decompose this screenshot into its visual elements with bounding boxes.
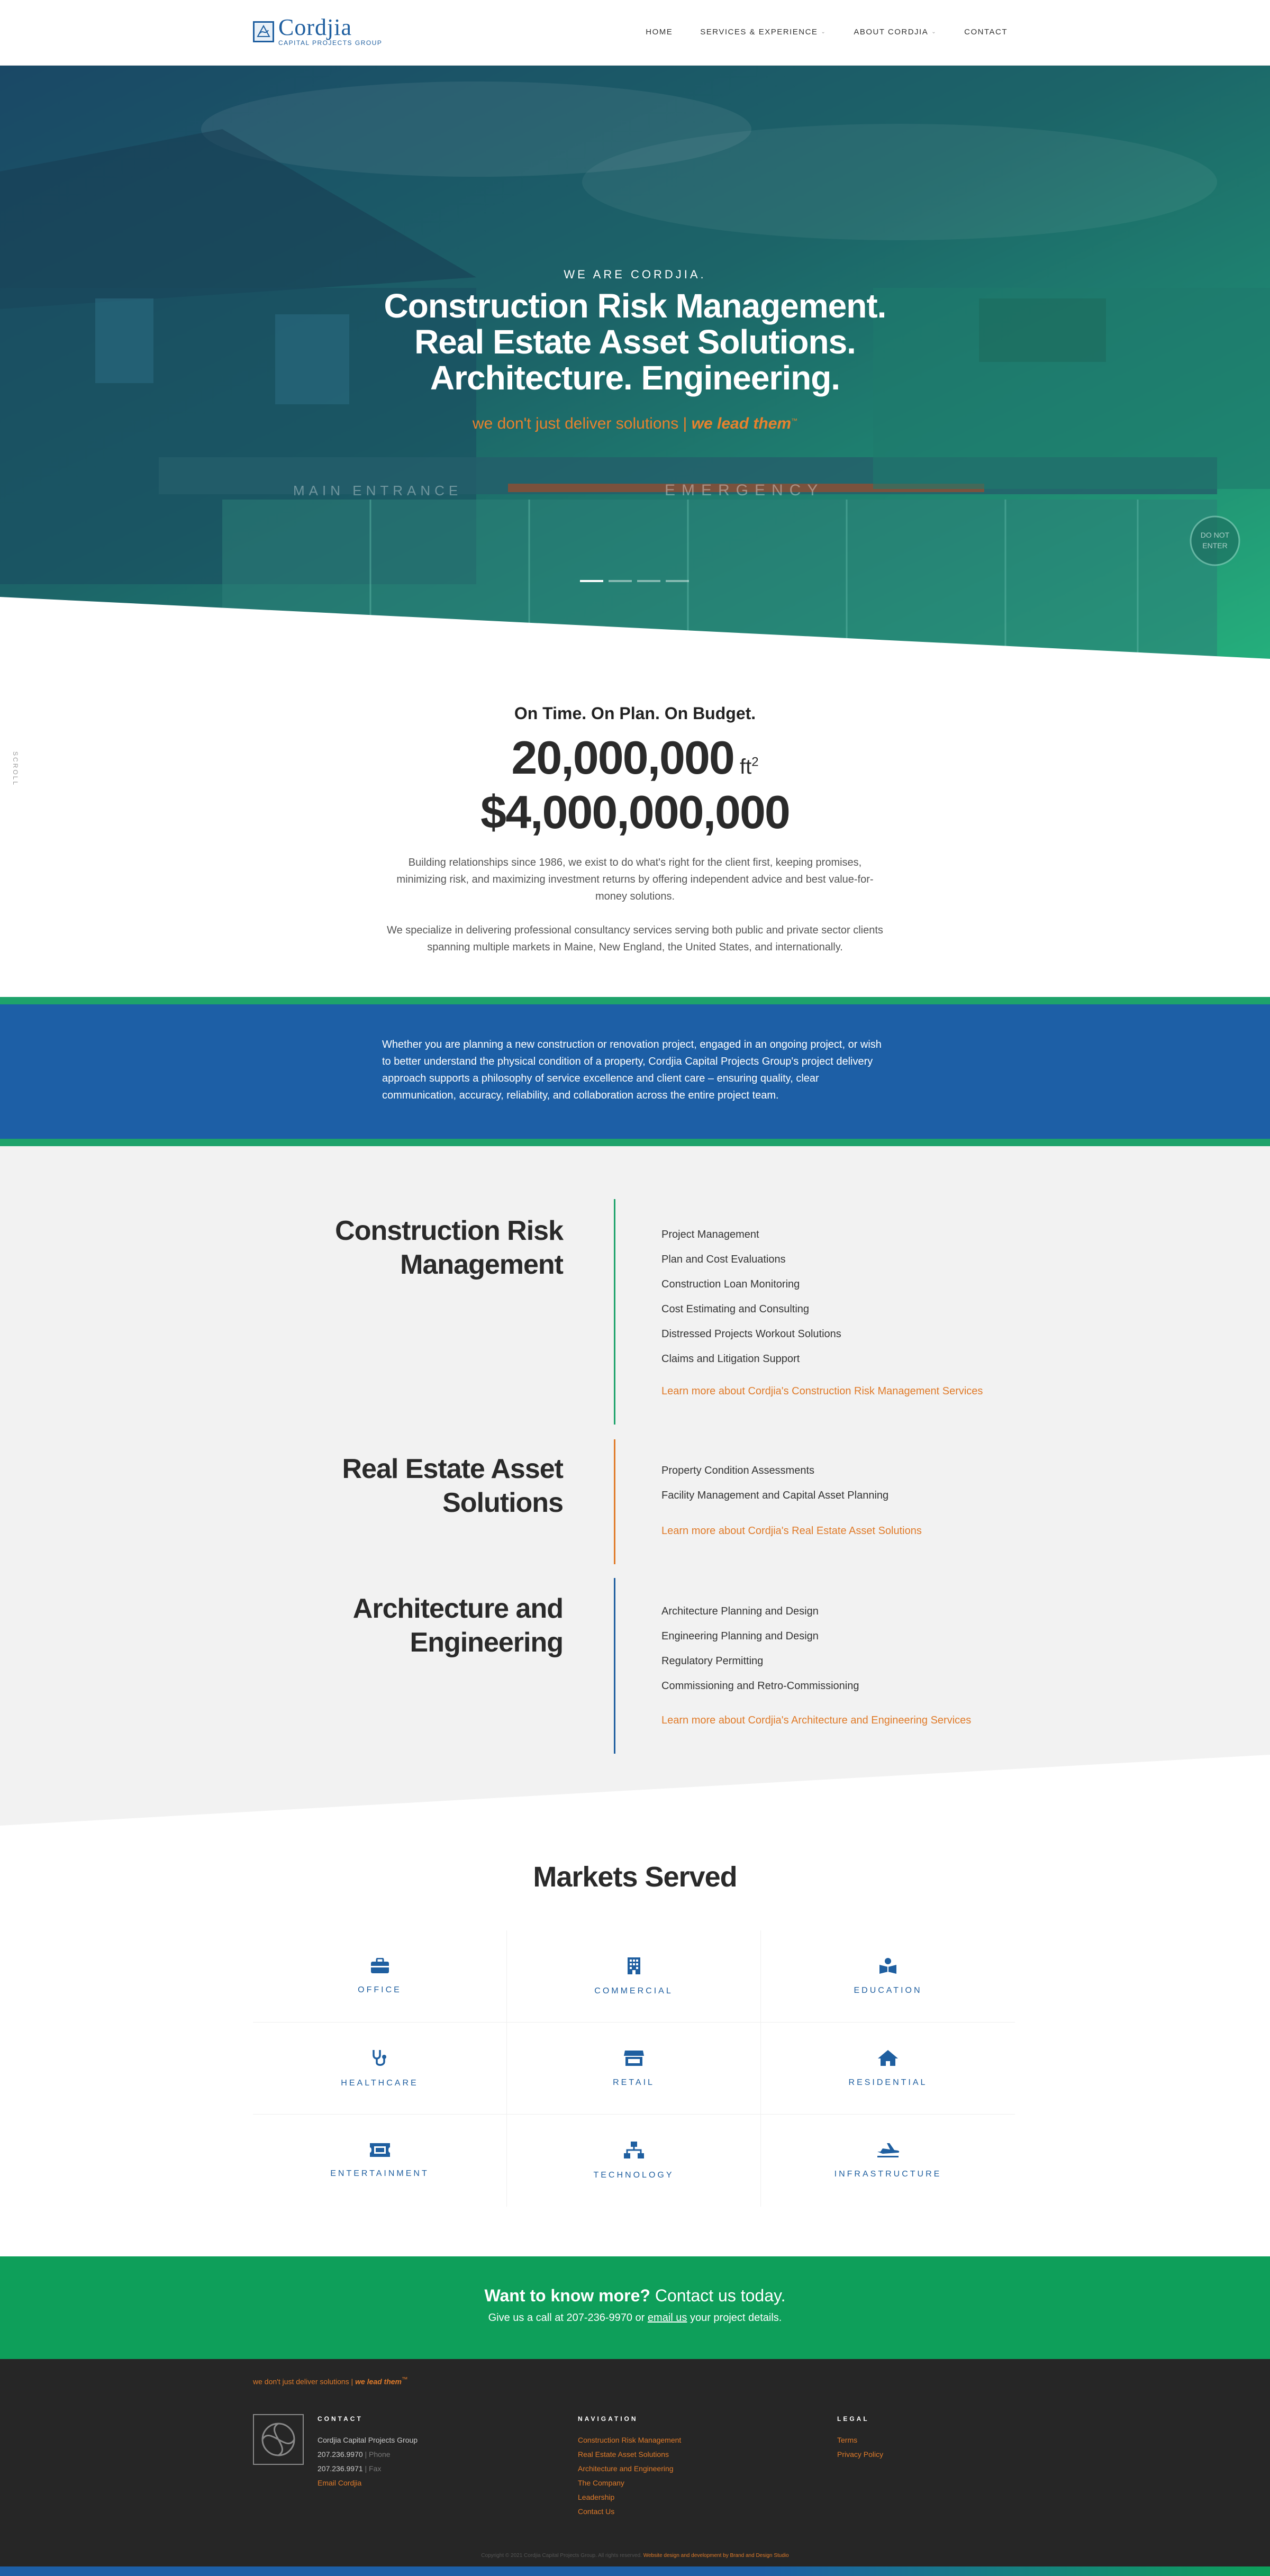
main-nav [618,28,1008,37]
footer-tagline [253,2376,408,2386]
cta-line [0,2312,1270,2324]
service-title-architecture [353,1592,563,1659]
markets-grid [253,1930,1015,2206]
footer-nav-link[interactable]: Leadership [578,2493,615,2501]
service-title-line: Solutions [442,1487,563,1518]
nav-about[interactable] [854,28,937,37]
contact-cta [0,2256,1270,2359]
hero-line-1: Construction Risk Management. [384,287,886,325]
plane-icon [876,2142,900,2158]
list-item: Construction Loan Monitoring [661,1278,800,1290]
hero-tagline [0,415,1270,433]
services-diagonal-divider [0,1755,1270,1861]
service-title-line: Architecture and [352,1593,563,1624]
footer-nav-heading: NAVIGATION [578,2415,638,2423]
hero-tag-bold: we lead them [691,415,792,432]
list-item: Project Management [661,1229,759,1240]
hero-line-3: Architecture. Engineering. [430,359,840,397]
slider-dot-1[interactable] [580,580,603,582]
market-label: OFFICE [358,1985,402,1994]
side-scroll-label: SCROLL [12,751,19,787]
list-item: Facility Management and Capital Asset Planning [661,1490,889,1501]
market-infrastructure[interactable] [761,2115,1015,2207]
markets-heading: Markets Served [533,1861,737,1893]
list-item: Plan and Cost Evaluations [661,1254,786,1265]
slider-dot-2[interactable] [609,580,632,582]
footer-tag-bold: we lead them [355,2377,402,2386]
learn-more-real-estate-link[interactable]: Learn more about Cordjia's Real Estate Asset Solutions [661,1525,922,1537]
list-item: Claims and Litigation Support [661,1353,800,1365]
list-item: Architecture Planning and Design [661,1606,819,1617]
market-label: ENTERTAINMENT [330,2169,429,2178]
sign-enter: ENTER [1202,541,1228,550]
logo-mark-icon [253,21,274,42]
email-us-link[interactable]: email us [647,2312,687,2324]
intro-heading: On Time. On Plan. On Budget. [514,704,756,723]
footer-nav-links [578,2433,681,2519]
nav-about-label: ABOUT CORDJIA [854,28,929,37]
philosophy-text: Whether you are planning a new construction or renovation project, engaged in an ongoing project, or wish to better understand the physical condition of a property, Cordjia Capital Projects Group's project delivery approach supports a philosophy of service excellence and client care – ensuring quality, clear communication, accuracy, reliability, and collaboration across the entire project team. [382,1039,882,1101]
service-title-line: Engineering [410,1627,563,1658]
list-item: Regulatory Permitting [661,1655,764,1667]
cta-line-post: your project details. [687,2312,782,2324]
list-item: Distressed Projects Workout Solutions [661,1328,841,1340]
sign-do-not: DO NOT [1200,531,1230,539]
footer-terms-link[interactable]: Terms [837,2436,858,2444]
market-residential[interactable] [761,2022,1015,2115]
market-technology[interactable] [507,2115,761,2207]
market-label: TECHNOLOGY [593,2171,674,2180]
area-unit-sup: 2 [751,755,759,769]
copyright-text: Copyright © 2021 Cordjia Capital Projects Group. All rights reserved. [481,2553,643,2559]
nav-home[interactable] [646,28,673,37]
intro-paragraph-2: We specialize in delivering professional consultancy services serving both public and private sector clients spanning multiple markets in Maine, New England, the United States, and internationally. [387,924,883,953]
market-healthcare[interactable] [253,2022,507,2115]
service-list-construction [661,1222,841,1372]
market-label: HEALTHCARE [341,2078,419,2088]
footer-copyright [0,2553,1270,2559]
learn-more-construction-link[interactable]: Learn more about Cordjia's Construction Risk Management Services [661,1385,983,1397]
site-footer [0,2359,1270,2566]
logo-subtitle: CAPITAL PROJECTS GROUP [278,39,383,47]
list-item: Property Condition Assessments [661,1465,815,1476]
nav-contact-label: CONTACT [964,28,1008,37]
footer-contact-heading: CONTACT [318,2415,363,2423]
network-icon [623,2141,645,2159]
logo[interactable] [253,14,383,47]
footer-fax: 207.236.9971 [318,2464,363,2473]
cta-line-pre: Give us a call at 207-236-9970 or [488,2312,648,2324]
intro-section [0,704,1270,956]
area-value: 20,000,000 [511,731,734,784]
services-section [0,1146,1270,1834]
market-entertainment[interactable] [253,2115,507,2207]
service-title-line: Management [400,1249,563,1280]
market-label: EDUCATION [854,1985,922,1995]
hero-kicker: WE ARE CORDJIA. [564,268,706,281]
learn-more-architecture-link[interactable]: Learn more about Cordjia's Architecture and Engineering Services [661,1715,972,1726]
footer-nav-link[interactable]: Construction Risk Management [578,2436,682,2444]
nav-home-label: HOME [646,28,673,37]
footer-nav-link[interactable]: Architecture and Engineering [578,2464,674,2473]
list-item: Cost Estimating and Consulting [661,1303,810,1315]
footer-tag-tm: ™ [402,2376,408,2383]
footer-company: Cordjia Capital Projects Group [318,2436,418,2444]
list-item: Engineering Planning and Design [661,1630,819,1642]
philosophy-band [0,997,1270,1146]
cta-heading [0,2286,1270,2306]
area-unit: ft [739,755,752,778]
book-icon [879,1957,897,1974]
service-list-architecture [661,1599,859,1699]
market-label: RESIDENTIAL [848,2078,928,2087]
footer-fax-row [318,2462,418,2476]
market-commercial[interactable] [507,1930,761,2022]
designer-credit-link[interactable]: Website design and development by Brand and Design Studio [643,2553,789,2559]
nav-contact[interactable] [964,28,1008,37]
area-stat [0,731,1270,790]
sign-emergency: EMERGENCY [665,482,824,499]
chevron-down-icon: ⌄ [821,29,827,35]
logo-name: Cordjia [278,14,352,40]
market-retail[interactable] [507,2022,761,2115]
service-title-line: Construction Risk [335,1216,563,1246]
footer-nav-link[interactable]: Contact Us [578,2507,615,2516]
footer-email-link[interactable]: Email Cordjia [318,2479,362,2487]
briefcase-icon [370,1958,389,1974]
footer-tag-plain: we don't just deliver solutions | [253,2377,356,2386]
chevron-down-icon: ⌄ [931,29,937,35]
service-list-real-estate [661,1458,888,1508]
market-office[interactable] [253,1930,507,2022]
market-label: COMMERCIAL [594,1986,673,1996]
nav-services-label: SERVICES & EXPERIENCE [700,28,818,37]
building-icon [627,1957,641,1975]
hero-tag-tm: ™ [791,417,798,424]
footer-nav-link[interactable]: The Company [578,2479,624,2487]
market-label: RETAIL [613,2078,655,2087]
footer-fax-label: | Fax [362,2464,382,2473]
footer-logo-icon [253,2414,304,2465]
site-header [0,0,1270,66]
intro-paragraph-1: Building relationships since 1986, we exist to do what's right for the client first, keeping promises, minimizing risk, and maximizing investment returns by offering independent advice and best value-for-money solutions. [396,857,874,902]
footer-phone-label: | Phone [362,2450,391,2459]
slider-pagination [580,580,689,582]
service-title-real-estate [342,1452,563,1520]
stethoscope-icon [371,2049,388,2067]
hero-tag-plain: we don't just deliver solutions | [472,415,692,432]
footer-nav-link[interactable]: Real Estate Asset Solutions [578,2450,669,2459]
ticket-icon [369,2143,391,2157]
service-divider-line [614,1199,615,1425]
footer-phone-row [318,2447,418,2462]
slider-dot-3[interactable] [637,580,660,582]
money-value: $4,000,000,000 [480,786,790,838]
market-label: INFRASTRUCTURE [834,2170,942,2179]
home-icon [877,2049,899,2066]
bottom-accent-bar [0,2566,1270,2576]
service-divider-line [614,1578,615,1754]
footer-legal-links [837,2433,883,2462]
hero-line-2: Real Estate Asset Solutions. [414,323,856,361]
service-title-construction [335,1214,563,1282]
hero-title [0,288,1270,396]
market-education[interactable] [761,1930,1015,2022]
footer-legal-heading: LEGAL [837,2415,869,2423]
list-item: Commissioning and Retro-Commissioning [661,1680,859,1692]
nav-services[interactable] [700,28,826,37]
cta-heading-bold: Want to know more? [484,2286,650,2305]
footer-contact-info [318,2433,418,2490]
service-divider-line [614,1439,615,1564]
hero-slider [0,66,1270,669]
sign-main-entrance: MAIN ENTRANCE [293,483,462,498]
footer-privacy-link[interactable]: Privacy Policy [837,2450,884,2459]
cta-heading-rest: Contact us today. [650,2286,786,2305]
slider-dot-4[interactable] [666,580,689,582]
service-title-line: Real Estate Asset [342,1454,563,1484]
store-icon [623,2049,645,2066]
footer-phone[interactable]: 207.236.9970 [318,2450,363,2459]
